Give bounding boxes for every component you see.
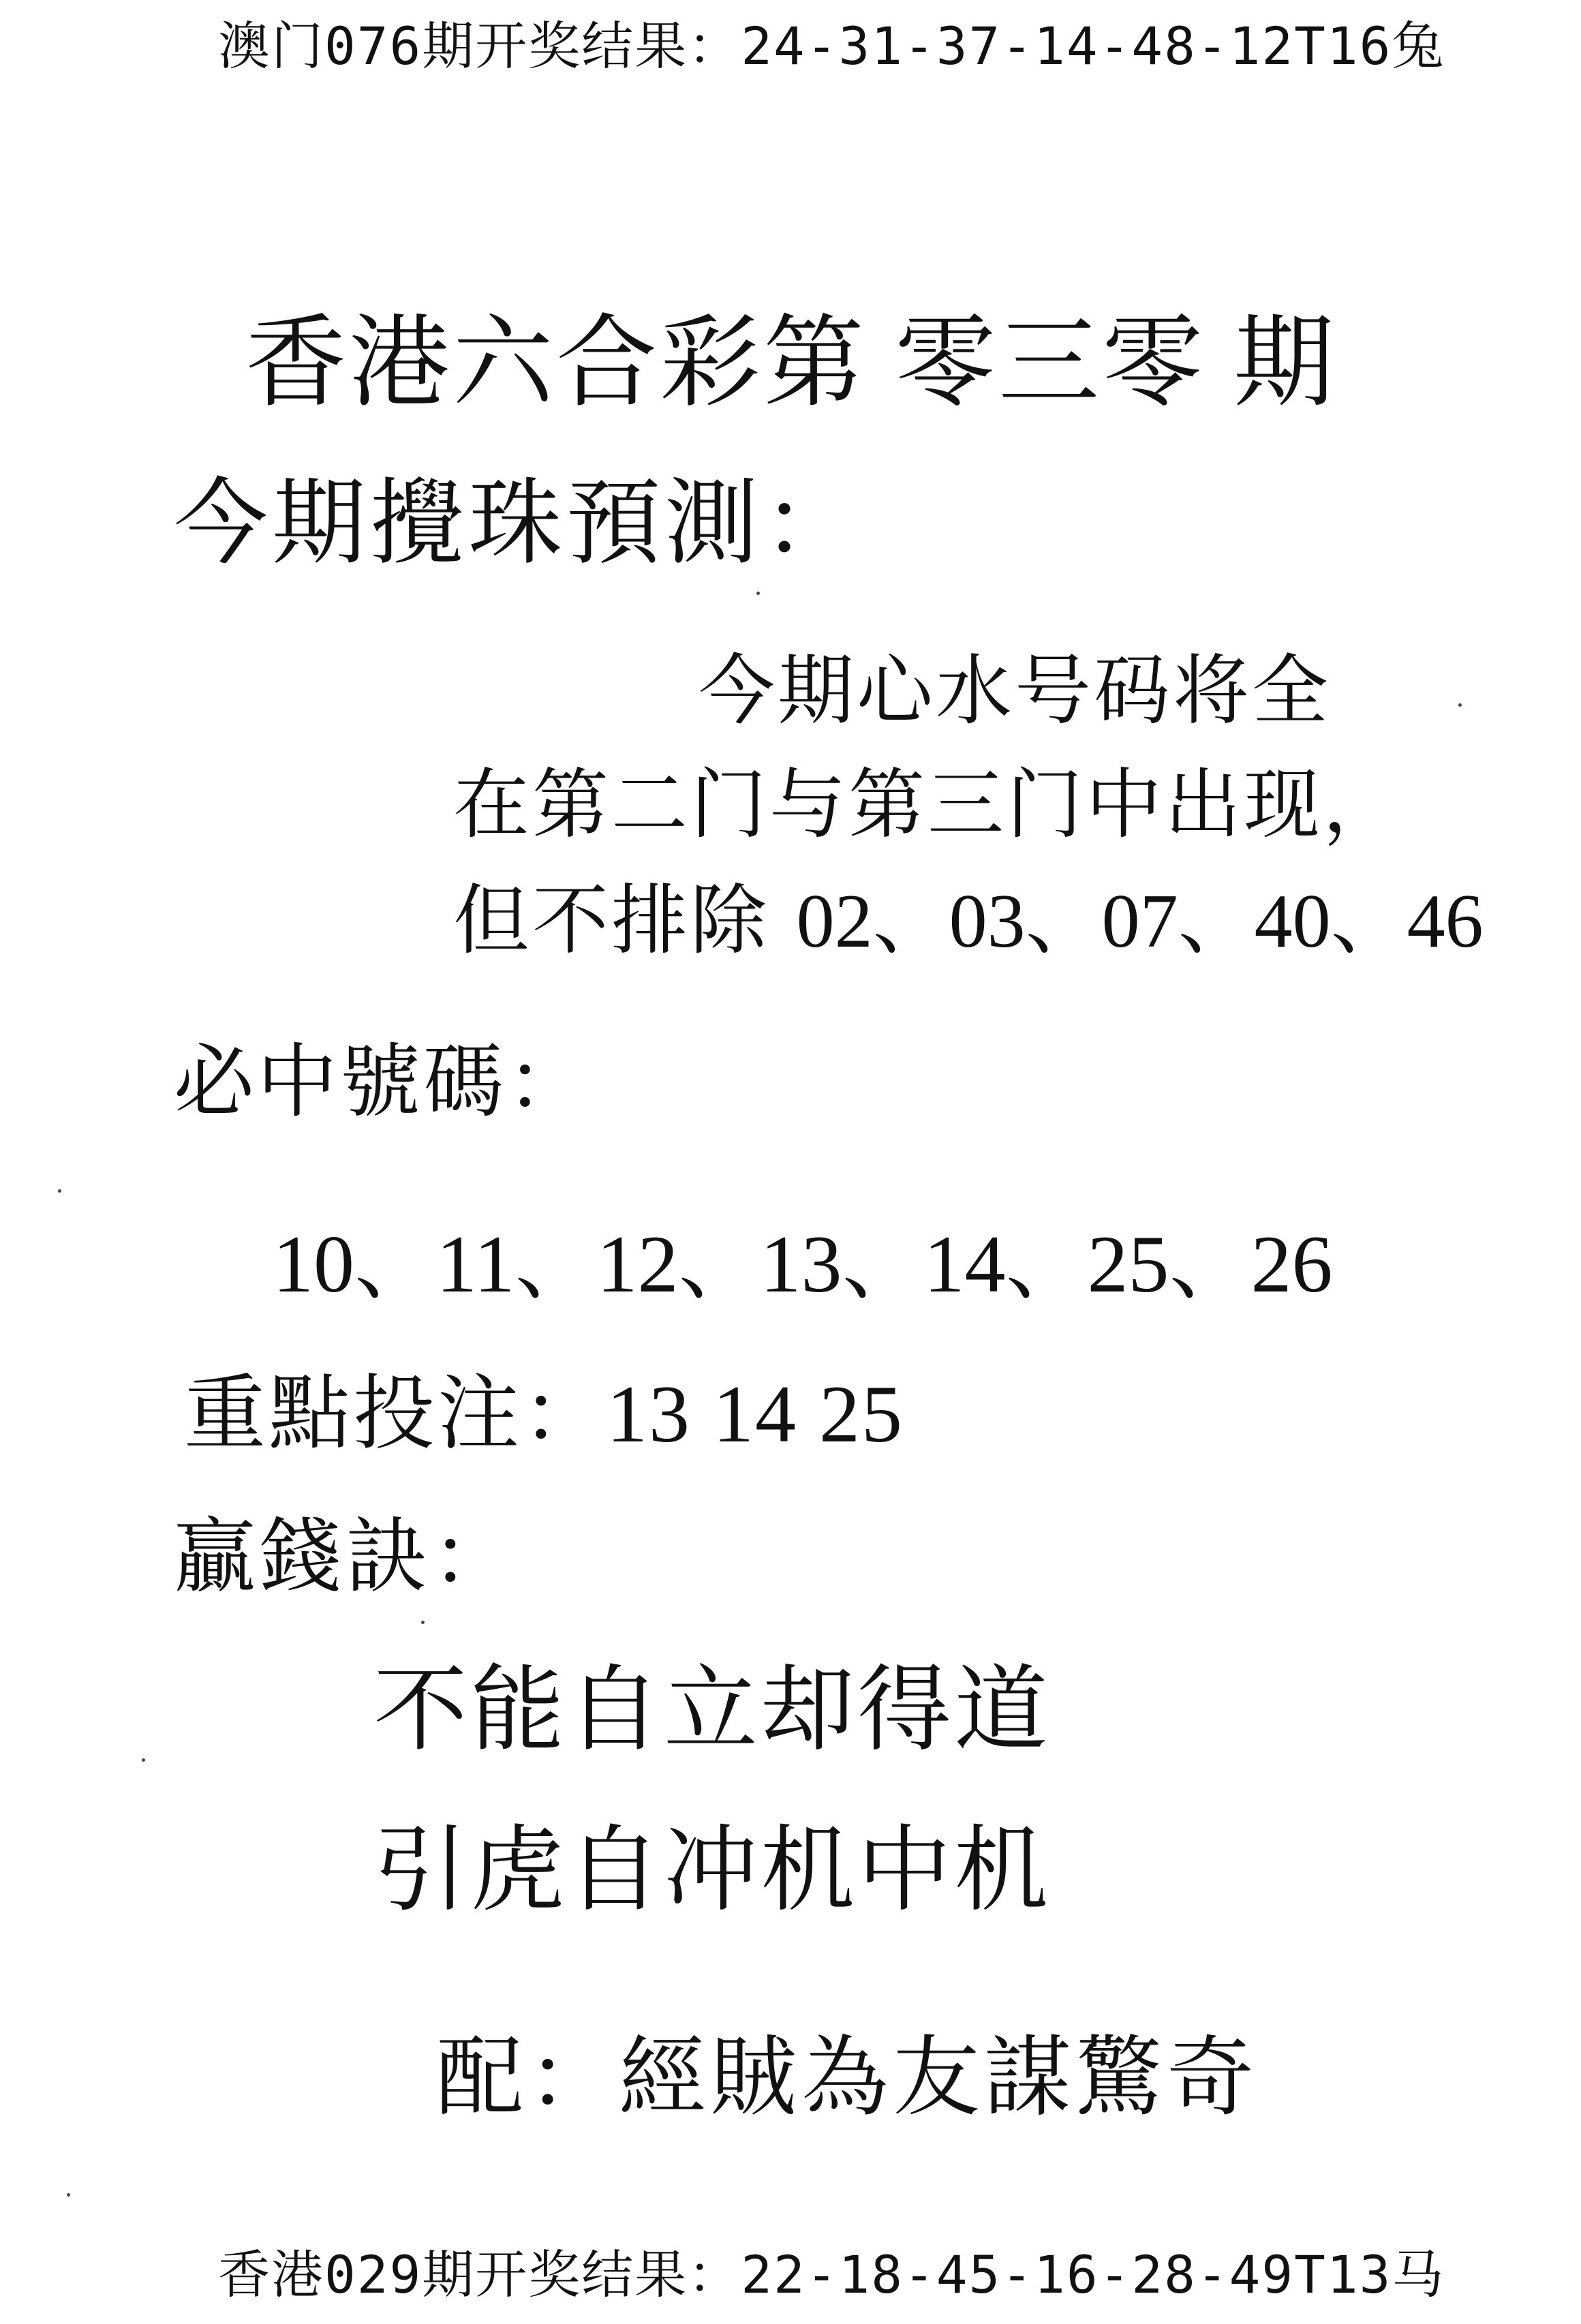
- macau-result-header: 澳门076期开奖结果：24-31-37-14-48-12T16兔: [218, 16, 1445, 76]
- must-win-label: 必中號碼：: [174, 1038, 590, 1127]
- must-win-numbers: 10、11、12、13、14、25、26: [273, 1219, 1333, 1309]
- win-formula-label: 贏錢訣：: [174, 1512, 517, 1602]
- key-bet-numbers: 13 14 25: [607, 1369, 904, 1459]
- win-formula-verse-2: 引虎自冲机中机: [373, 1815, 1052, 1925]
- page-title: 香港六合彩第 零三零 期: [245, 308, 1337, 420]
- forecast-line-3: [453, 876, 1484, 965]
- key-bet-label: 重點投注：: [184, 1369, 607, 1459]
- scan-speck: [142, 1758, 145, 1762]
- forecast-line-2: 在第二门与第三门中出现，: [453, 761, 1402, 849]
- scan-speck: [58, 1189, 61, 1193]
- forecast-label: 今期攪珠預測：: [174, 472, 861, 576]
- scan-speck: [421, 1621, 425, 1624]
- key-bet-line: [184, 1369, 904, 1459]
- forecast-line-1: 今期心水号码将全: [699, 647, 1331, 735]
- win-formula-verse-1: 不能自立却得道: [373, 1655, 1052, 1764]
- scan-speck: [1458, 703, 1462, 707]
- forecast-line-3-prefix: 但不排除: [453, 876, 797, 965]
- scan-speck: [67, 2193, 70, 2197]
- match-phrase: 配：經賊為友謀驚奇: [436, 2030, 1259, 2126]
- excluded-numbers: 02、03、07、40、46: [796, 879, 1484, 964]
- scan-speck: [756, 592, 760, 595]
- hk-result-footer: 香港029期开奖结果：22-18-45-16-28-49T13马: [218, 2244, 1445, 2305]
